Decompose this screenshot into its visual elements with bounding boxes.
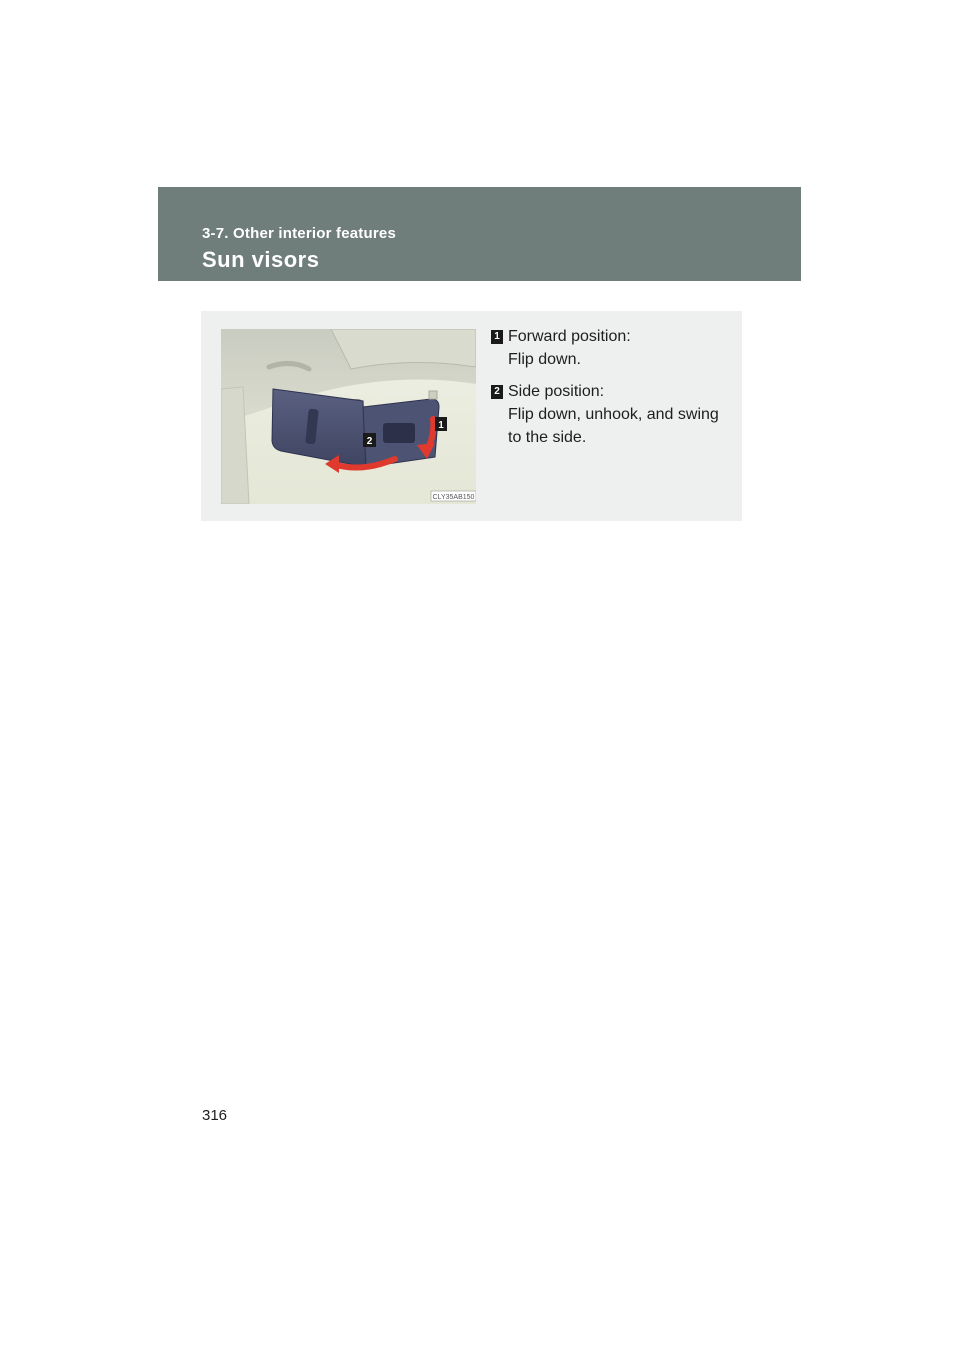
step-item [491, 380, 731, 449]
sun-visor-diagram [221, 329, 476, 504]
page-number: 316 [202, 1107, 228, 1124]
callout-1-label: 1 [438, 420, 444, 431]
section-label: 3-7. Other interior features [202, 225, 396, 242]
step-title: Forward position: [508, 328, 631, 345]
step-list [491, 325, 731, 458]
callout-2-label: 2 [366, 436, 373, 447]
step-title: Side position: [508, 383, 605, 400]
content-panel [201, 311, 742, 521]
step-item [491, 325, 731, 371]
figure-code: CLY35AB150 [432, 494, 475, 501]
step-number-badge: 2 [491, 385, 503, 399]
step-number-badge: 1 [491, 330, 503, 344]
step-text: Flip down. [508, 351, 581, 368]
page-title: Sun visors [202, 247, 320, 272]
step-text: to the side. [508, 429, 587, 446]
section-header [158, 187, 801, 281]
step-text: Flip down, unhook, and swing [508, 406, 719, 423]
sun-visor-illustration [221, 329, 476, 504]
